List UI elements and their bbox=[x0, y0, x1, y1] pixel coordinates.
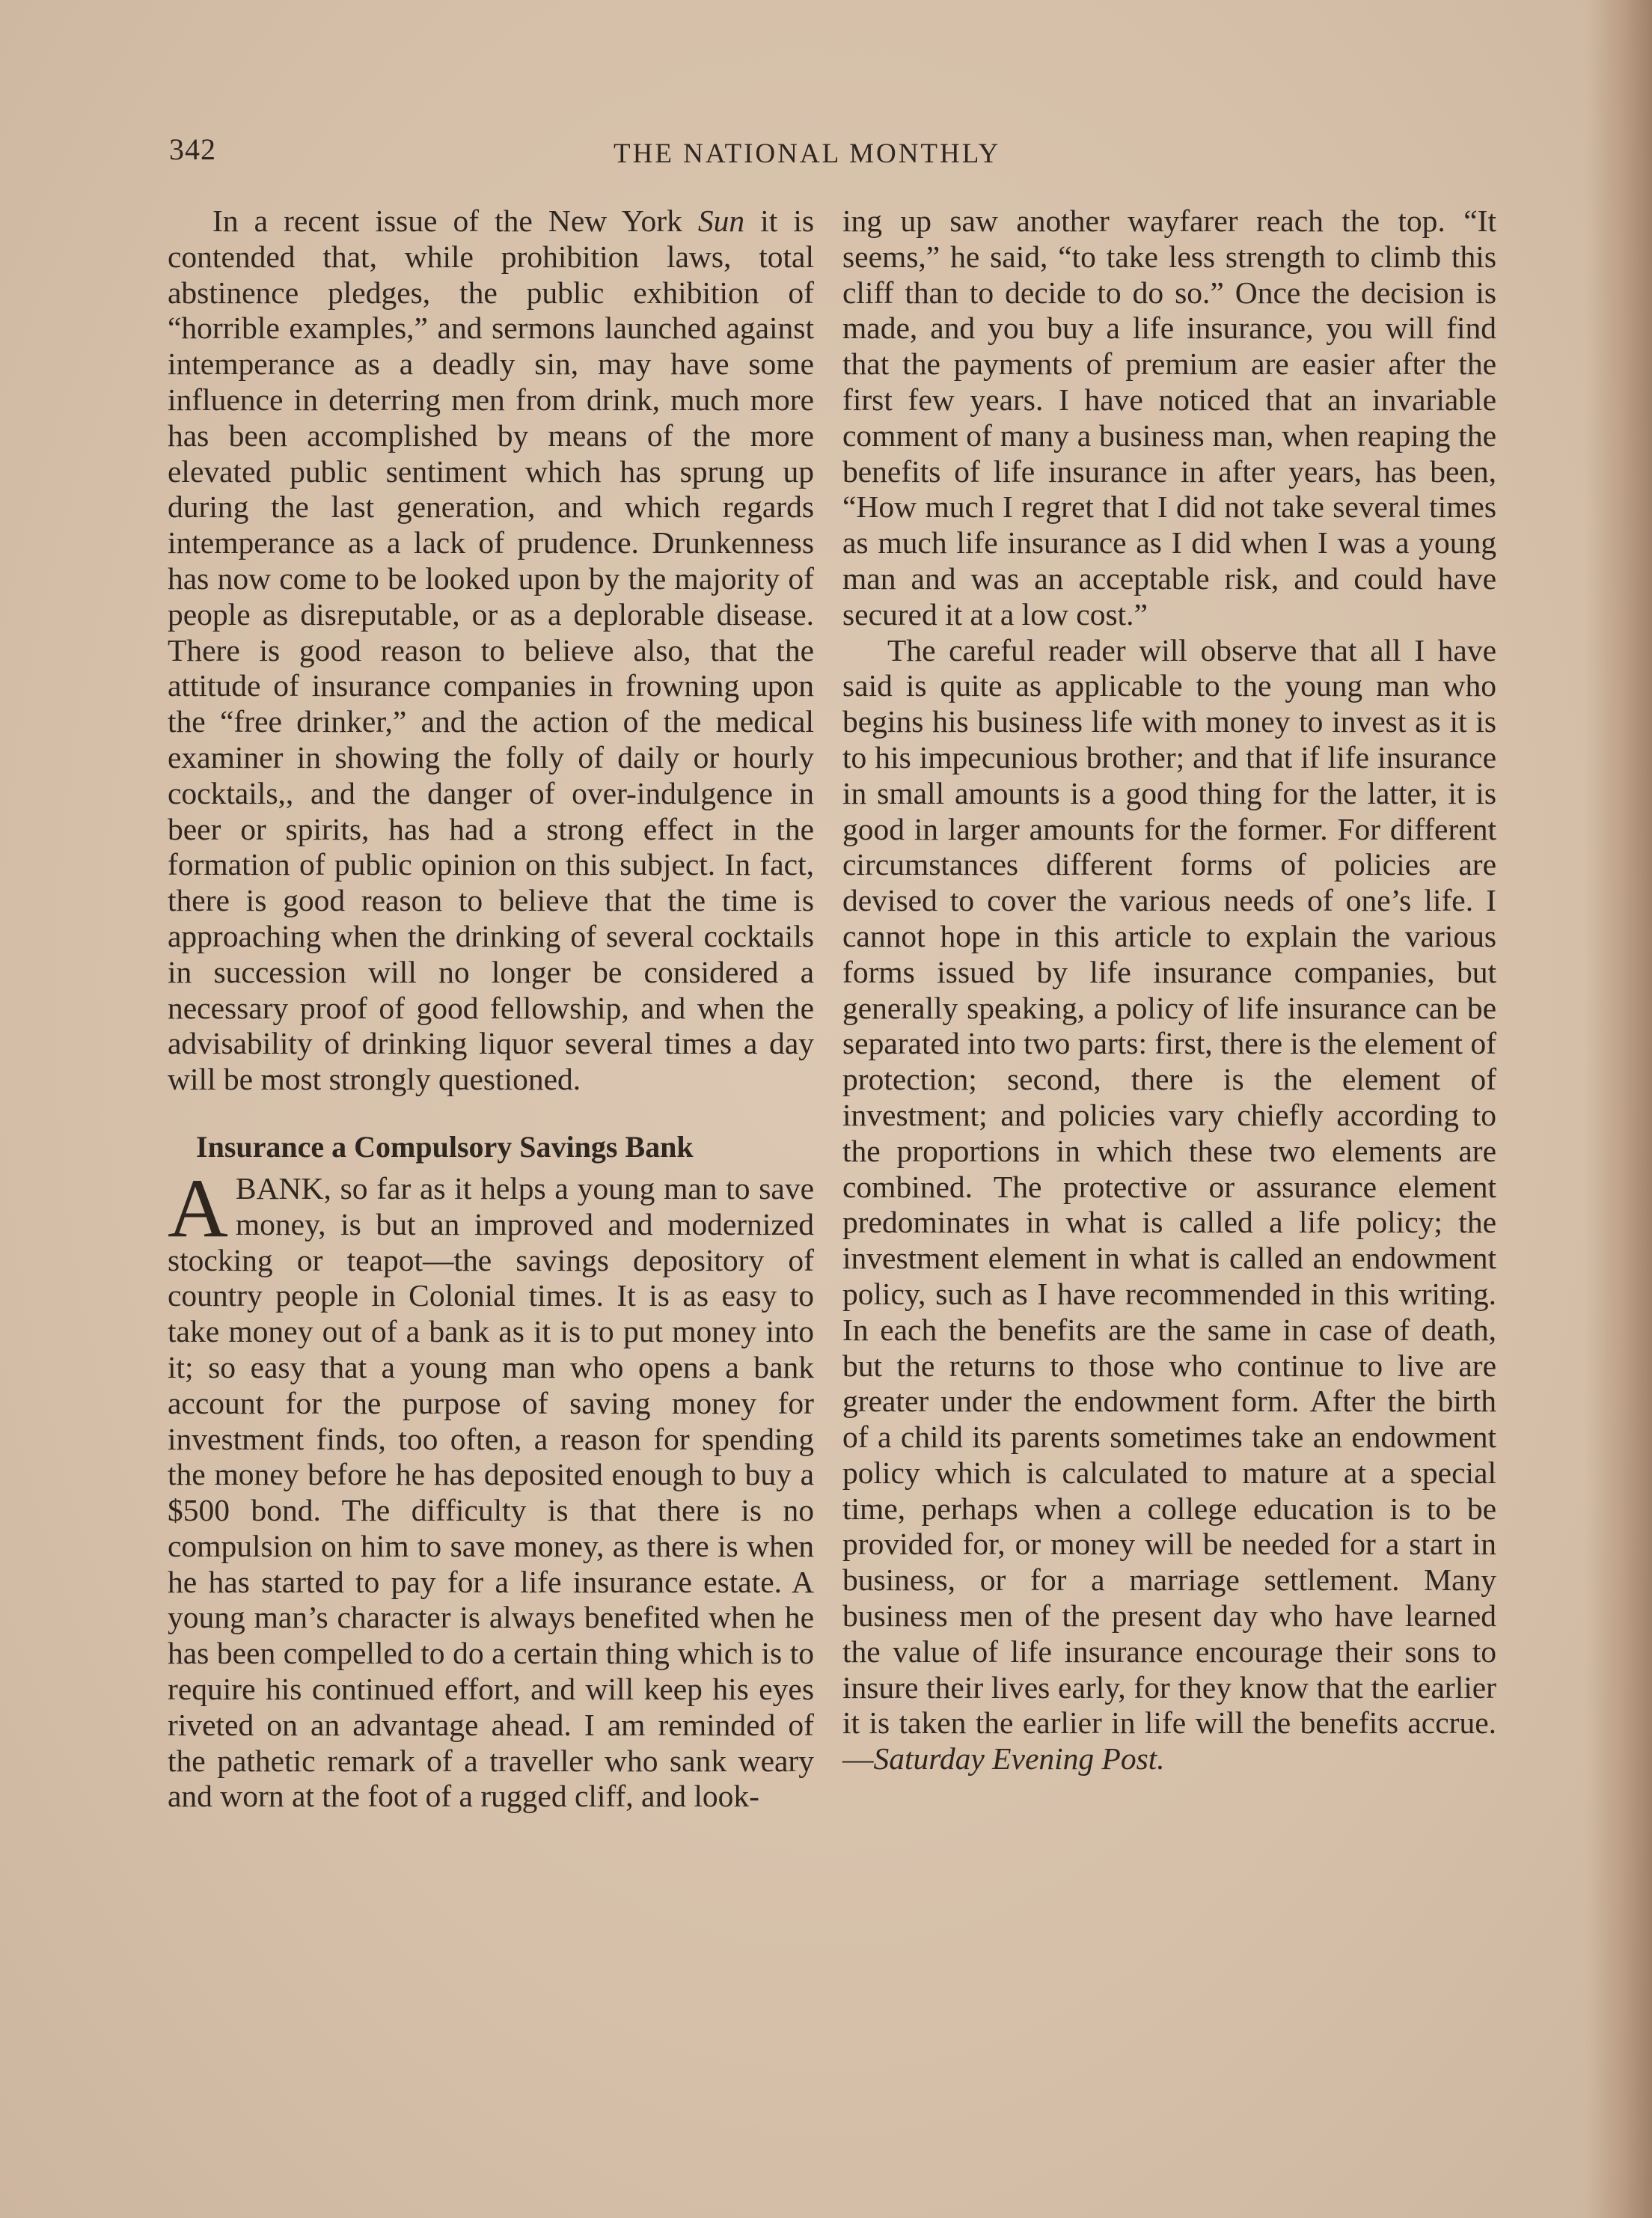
section-subheading: Insurance a Compulsory Savings Bank bbox=[196, 1129, 694, 1164]
policy-forms-paragraph bbox=[842, 633, 1496, 1778]
savings-bank-paragraph bbox=[168, 1161, 814, 1815]
newspaper-name: Sun bbox=[697, 204, 745, 238]
left-column bbox=[168, 204, 814, 1815]
continued-paragraph: ing up saw another wayfarer reach the top. “It seems,” he said, “to take less strength to climb this cliff than to decide to do so.” Once the decision is made, and you buy a life insurance, you will find that the payments of premium are easier after the first few years. I have noticed that an invariable comment of many a business man, when reaping the benefits of life insurance in after years, has been, “How much I regret that I did not take several times as much life insurance as I did when I was a young man and was an acceptable risk, and could have secured it at a low cost.” bbox=[842, 204, 1496, 632]
source-citation: Saturday Evening Post. bbox=[873, 1741, 1165, 1776]
paragraph-text: it is contended that, while prohibition laws, total abstinence pledges, the public exhibition of “horrible examples,” and sermons launched against intemperance as a deadly sin, may have some influence in deterring men from drink, much more has been accomplished by means of the more elevated public sentiment which has sprung up during the last generation, and which regards intemperance as a lack of prudence. Drunkenness has now come to be looked upon by the majority of people as disreputable, or as a deplorable disease. There is good reason to believe also, that the attitude of insurance companies in frowning upon the “free drinker,” and the action of the medical examiner in showing the folly of daily or hourly cocktails,, and the danger of over-indulgence in beer or spirits, has had a strong effect in the formation of public opinion on this subject. In fact, there is good reason to believe that the time is approaching when the drinking of several cocktails in succession will no longer be considered a necessary proof of good fellowship, and when the advisability of drinking liquor several times a day will be most strongly questioned. bbox=[168, 204, 814, 1097]
page-number: 342 bbox=[169, 132, 216, 166]
page-edge-shadow bbox=[1585, 0, 1652, 2218]
paragraph-text: In a recent issue of the New York bbox=[212, 204, 698, 238]
right-column bbox=[842, 204, 1496, 1777]
running-head: THE NATIONAL MONTHLY bbox=[614, 138, 1001, 169]
drop-cap: A bbox=[168, 1161, 228, 1255]
paragraph-text: BANK, so far as it helps a young man to save money, is but an improved and modernized stocking or teapot—the savings depository of country people in Colonial times. It is as easy to take money out of a bank as it is to put money into it; so easy that a young man who opens a bank account for the purpose of saving money for investment finds, too often, a reason for spending the money before he has deposited enough to buy a $500 bond. The difficulty is that there is no compulsion on him to save money, as there is when he has started to pay for a life insurance estate. A young man’s character is always benefited when he has been compelled to do a certain thing which is to require his continued effort, and will keep his eyes riveted on an advantage ahead. I am reminded of the pathetic remark of a traveller who sank weary and worn at the foot of a rugged cliff, and look- bbox=[168, 1170, 814, 1814]
paragraph-text: The careful reader will observe that all I have said is quite as applicable to the young man who begins his business life with money to invest as it is to his impecunious brother; and that if life insurance in small amounts is a good thing for the latter, it is good in larger amounts for the former. For different circumstances different forms of policies are devised to cover the various needs of one’s life. I cannot hope in this article to explain the various forms issued by life insurance companies, but generally speaking, a policy of life insurance can be separated into two parts: first, there is the element of protection; second, there is the element of investment; and policies vary chiefly according to the proportions in which these two elements are combined. The protective or assurance element predominates in what is called a life policy; the investment element in what is called an endowment policy, such as I have recommended in this writing. In each the benefits are the same in case of death, but the returns to those who continue to live are greater under the endowment form. After the birth of a child its parents sometimes take an endowment policy which is calculated to mature at a special time, perhaps when a college education is to be provided for, or money will be needed for a start in business, or for a marriage settlement. Many business men of the present day who have learned the value of life insurance encourage their sons to insure their lives early, for they know that the earlier it is taken the earlier in life will the benefits accrue.— bbox=[842, 632, 1496, 1776]
temperance-paragraph bbox=[168, 204, 814, 1098]
